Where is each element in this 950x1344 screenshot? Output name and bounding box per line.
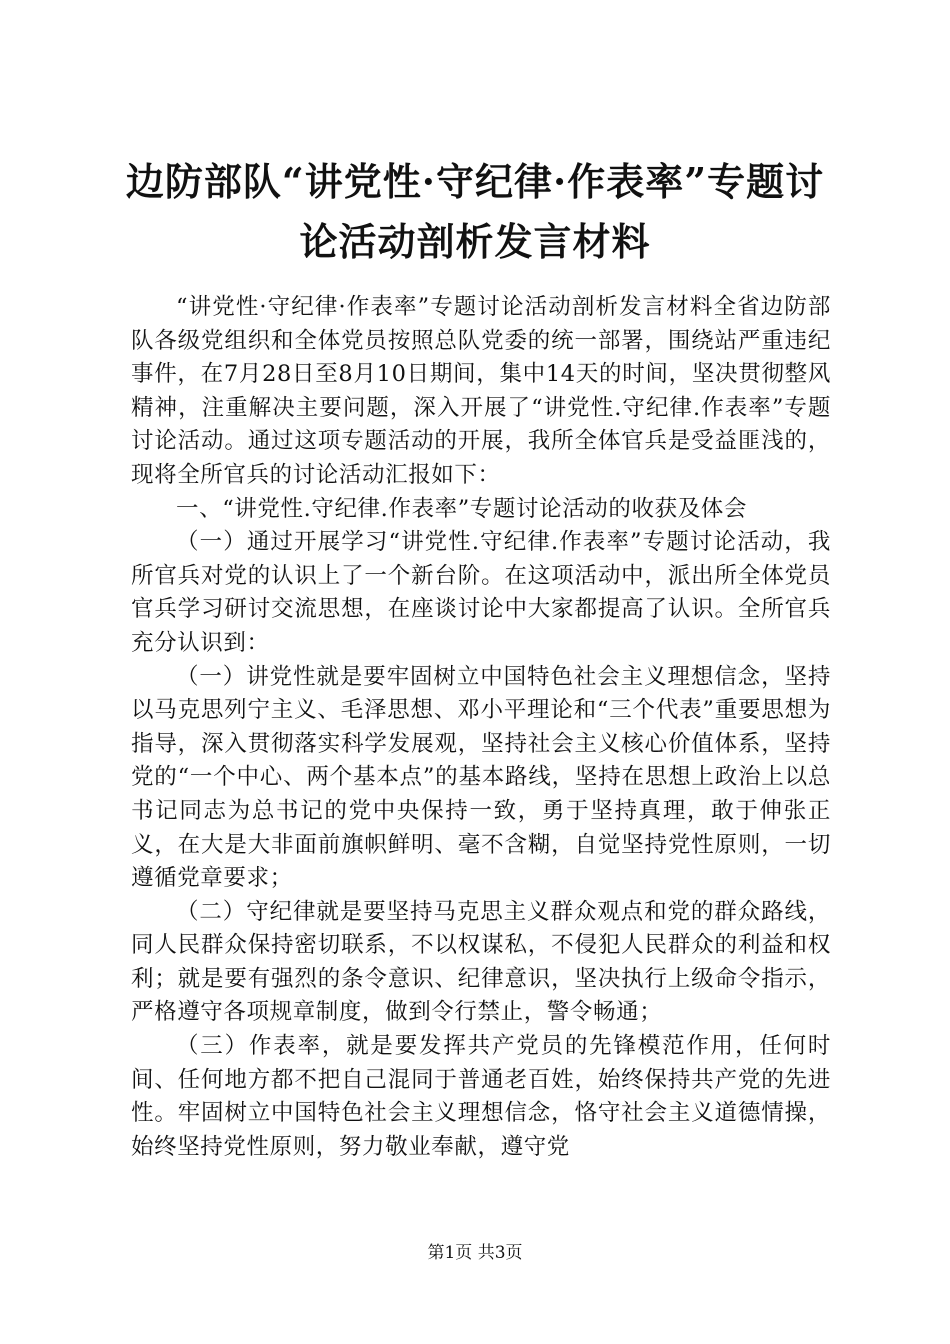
page-footer: 第1页 共3页 — [427, 1243, 523, 1263]
paragraph-section-heading: 一、“讲党性.守纪律.作表率”专题讨论活动的收获及体会 — [176, 495, 748, 522]
paragraph-intro: “讲党性·守纪律·作表率”专题讨论活动剖析发言材料全省边防部队各级党组织和全体党员按照总队党委的统一部署，围绕站严重违纪事件，在7月28日至8月10日期间，集中14天的时间，坚决贯彻整风精神，注重解决主要问题，深入开展了“讲党性.守纪律.作表率”专题讨论活动。通过这项专题活动的开展，我所全体官兵是受益匪浅的，现将全所官兵的讨论活动汇报如下： — [131, 294, 831, 488]
paragraph-point-discipline: （二）守纪律就是要坚持马克思主义群众观点和党的群众路线，同人民群众保持密切联系，不以权谋私，不侵犯人民群众的利益和权利；就是要有强烈的条令意识、纪律意识，坚决执行上级命令指示，严格遵守各项规章制度，做到令行禁止，警令畅通； — [131, 898, 831, 1026]
paragraph-point-exemplar: （三）作表率，就是要发挥共产党员的先锋模范作用，任何时间、任何地方都不把自己混同于普通老百姓，始终保持共产党的先进性。牢固树立中国特色社会主义理想信念，恪守社会主义道德情操，始终坚持党性原则，努力敬业奉献，遵守党 — [131, 1033, 831, 1160]
paragraph-point-party-spirit: （一）讲党性就是要牢固树立中国特色社会主义理想信念，坚持以马克思列宁主义、毛泽思想、邓小平理论和“三个代表”重要思想为指导，深入贯彻落实科学发展观，坚持社会主义核心价值体系，坚持党的“一个中心、两个基本点”的基本路线，坚持在思想上政治上以总书记同志为总书记的党中央保持一致，勇于坚持真理，敢于伸张正义，在大是大非面前旗帜鲜明、毫不含糊，自觉坚持党性原则，一切遵循党章要求； — [131, 663, 831, 892]
document-title-line-2: 论活动剖析发言材料 — [299, 219, 651, 264]
document-title-line-1: 边防部队“讲党性·守纪律·作表率”专题讨 — [125, 159, 825, 204]
document-body — [131, 291, 831, 1164]
paragraph-point-study: （一）通过开展学习“讲党性.守纪律.作表率”专题讨论活动，我所官兵对党的认识上了一个新台阶。在这项活动中，派出所全体党员官兵学习研讨交流思想，在座谈讨论中大家都提高了认识。全所官兵充分认识到： — [131, 529, 831, 656]
